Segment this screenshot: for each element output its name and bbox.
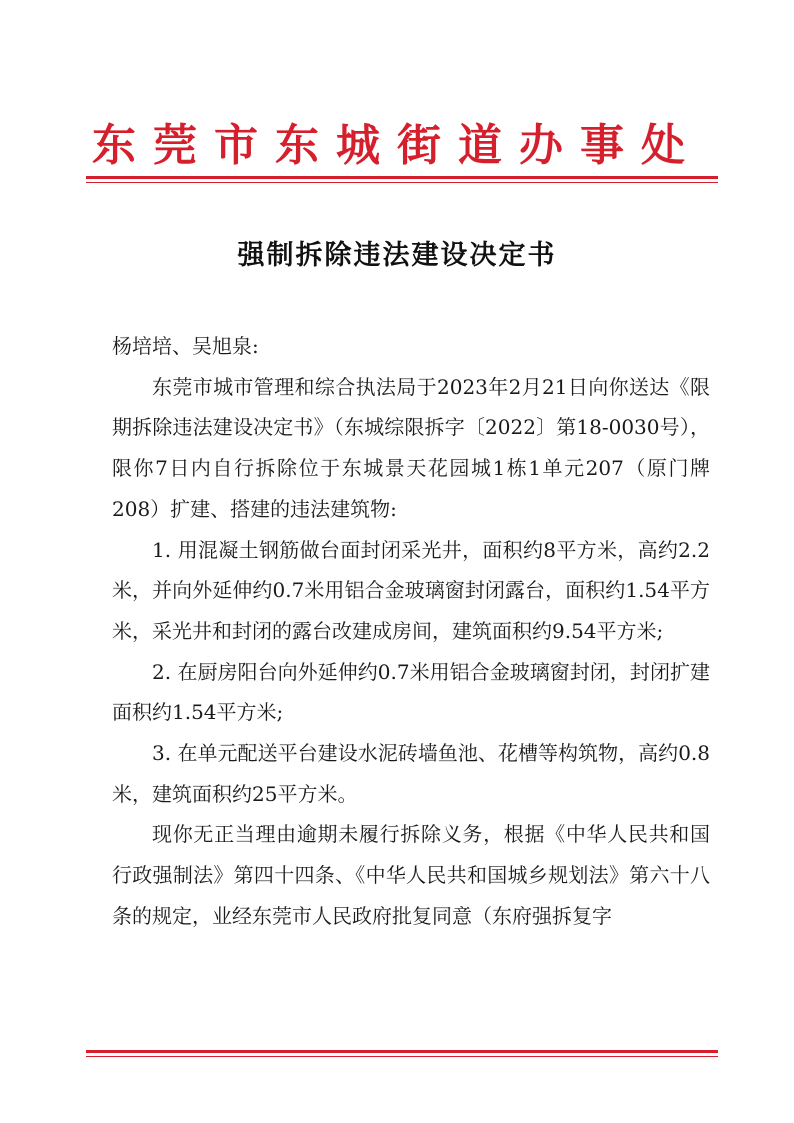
footer-divider-thick xyxy=(86,1050,718,1053)
paragraph-decision: 现你无正当理由逾期未履行拆除义务，根据《中华人民共和国行政强制法》第四十四条、《中华人民共和国城乡规划法》第六十八条的规定，业经东莞市人民政府批复同意（东府强拆复字 xyxy=(112,822,710,928)
paragraph-item-2: 2. 在厨房阳台向外延伸约0.7米用铝合金玻璃窗封闭，封闭扩建面积约1.54平方米; xyxy=(112,659,710,725)
paragraph-item-1: 1. 用混凝土钢筋做台面封闭采光井，面积约8平方米，高约2.2米，并向外延伸约0.7米用铝合金玻璃窗封闭露台，面积约1.54平方米，采光井和封闭的露台改建成房间，建筑面积约9.54平方米; xyxy=(112,537,710,643)
footer-divider-thin xyxy=(86,1056,718,1057)
header-divider-thick xyxy=(86,176,718,179)
document-body xyxy=(112,326,710,937)
paragraph-notice: 东莞市城市管理和综合执法局于2023年2月21日向你送达《限期拆除违法建设决定书》（东城综限拆字〔2022〕第18-0030号），限你7日内自行拆除位于东城景天花园城1栋1单元207（原门牌208）扩建、搭建的违法建筑物: xyxy=(112,374,710,521)
salutation: 杨培培、吴旭泉: xyxy=(112,334,259,358)
header-divider-thin xyxy=(86,182,718,183)
document-title: 强制拆除违法建设决定书 xyxy=(237,240,557,271)
paragraph-item-3: 3. 在单元配送平台建设水泥砖墙鱼池、花槽等构筑物，高约0.8米，建筑面积约25平方米。 xyxy=(112,741,710,806)
issuing-office-header: 东莞市东城街道办事处 xyxy=(92,120,702,171)
